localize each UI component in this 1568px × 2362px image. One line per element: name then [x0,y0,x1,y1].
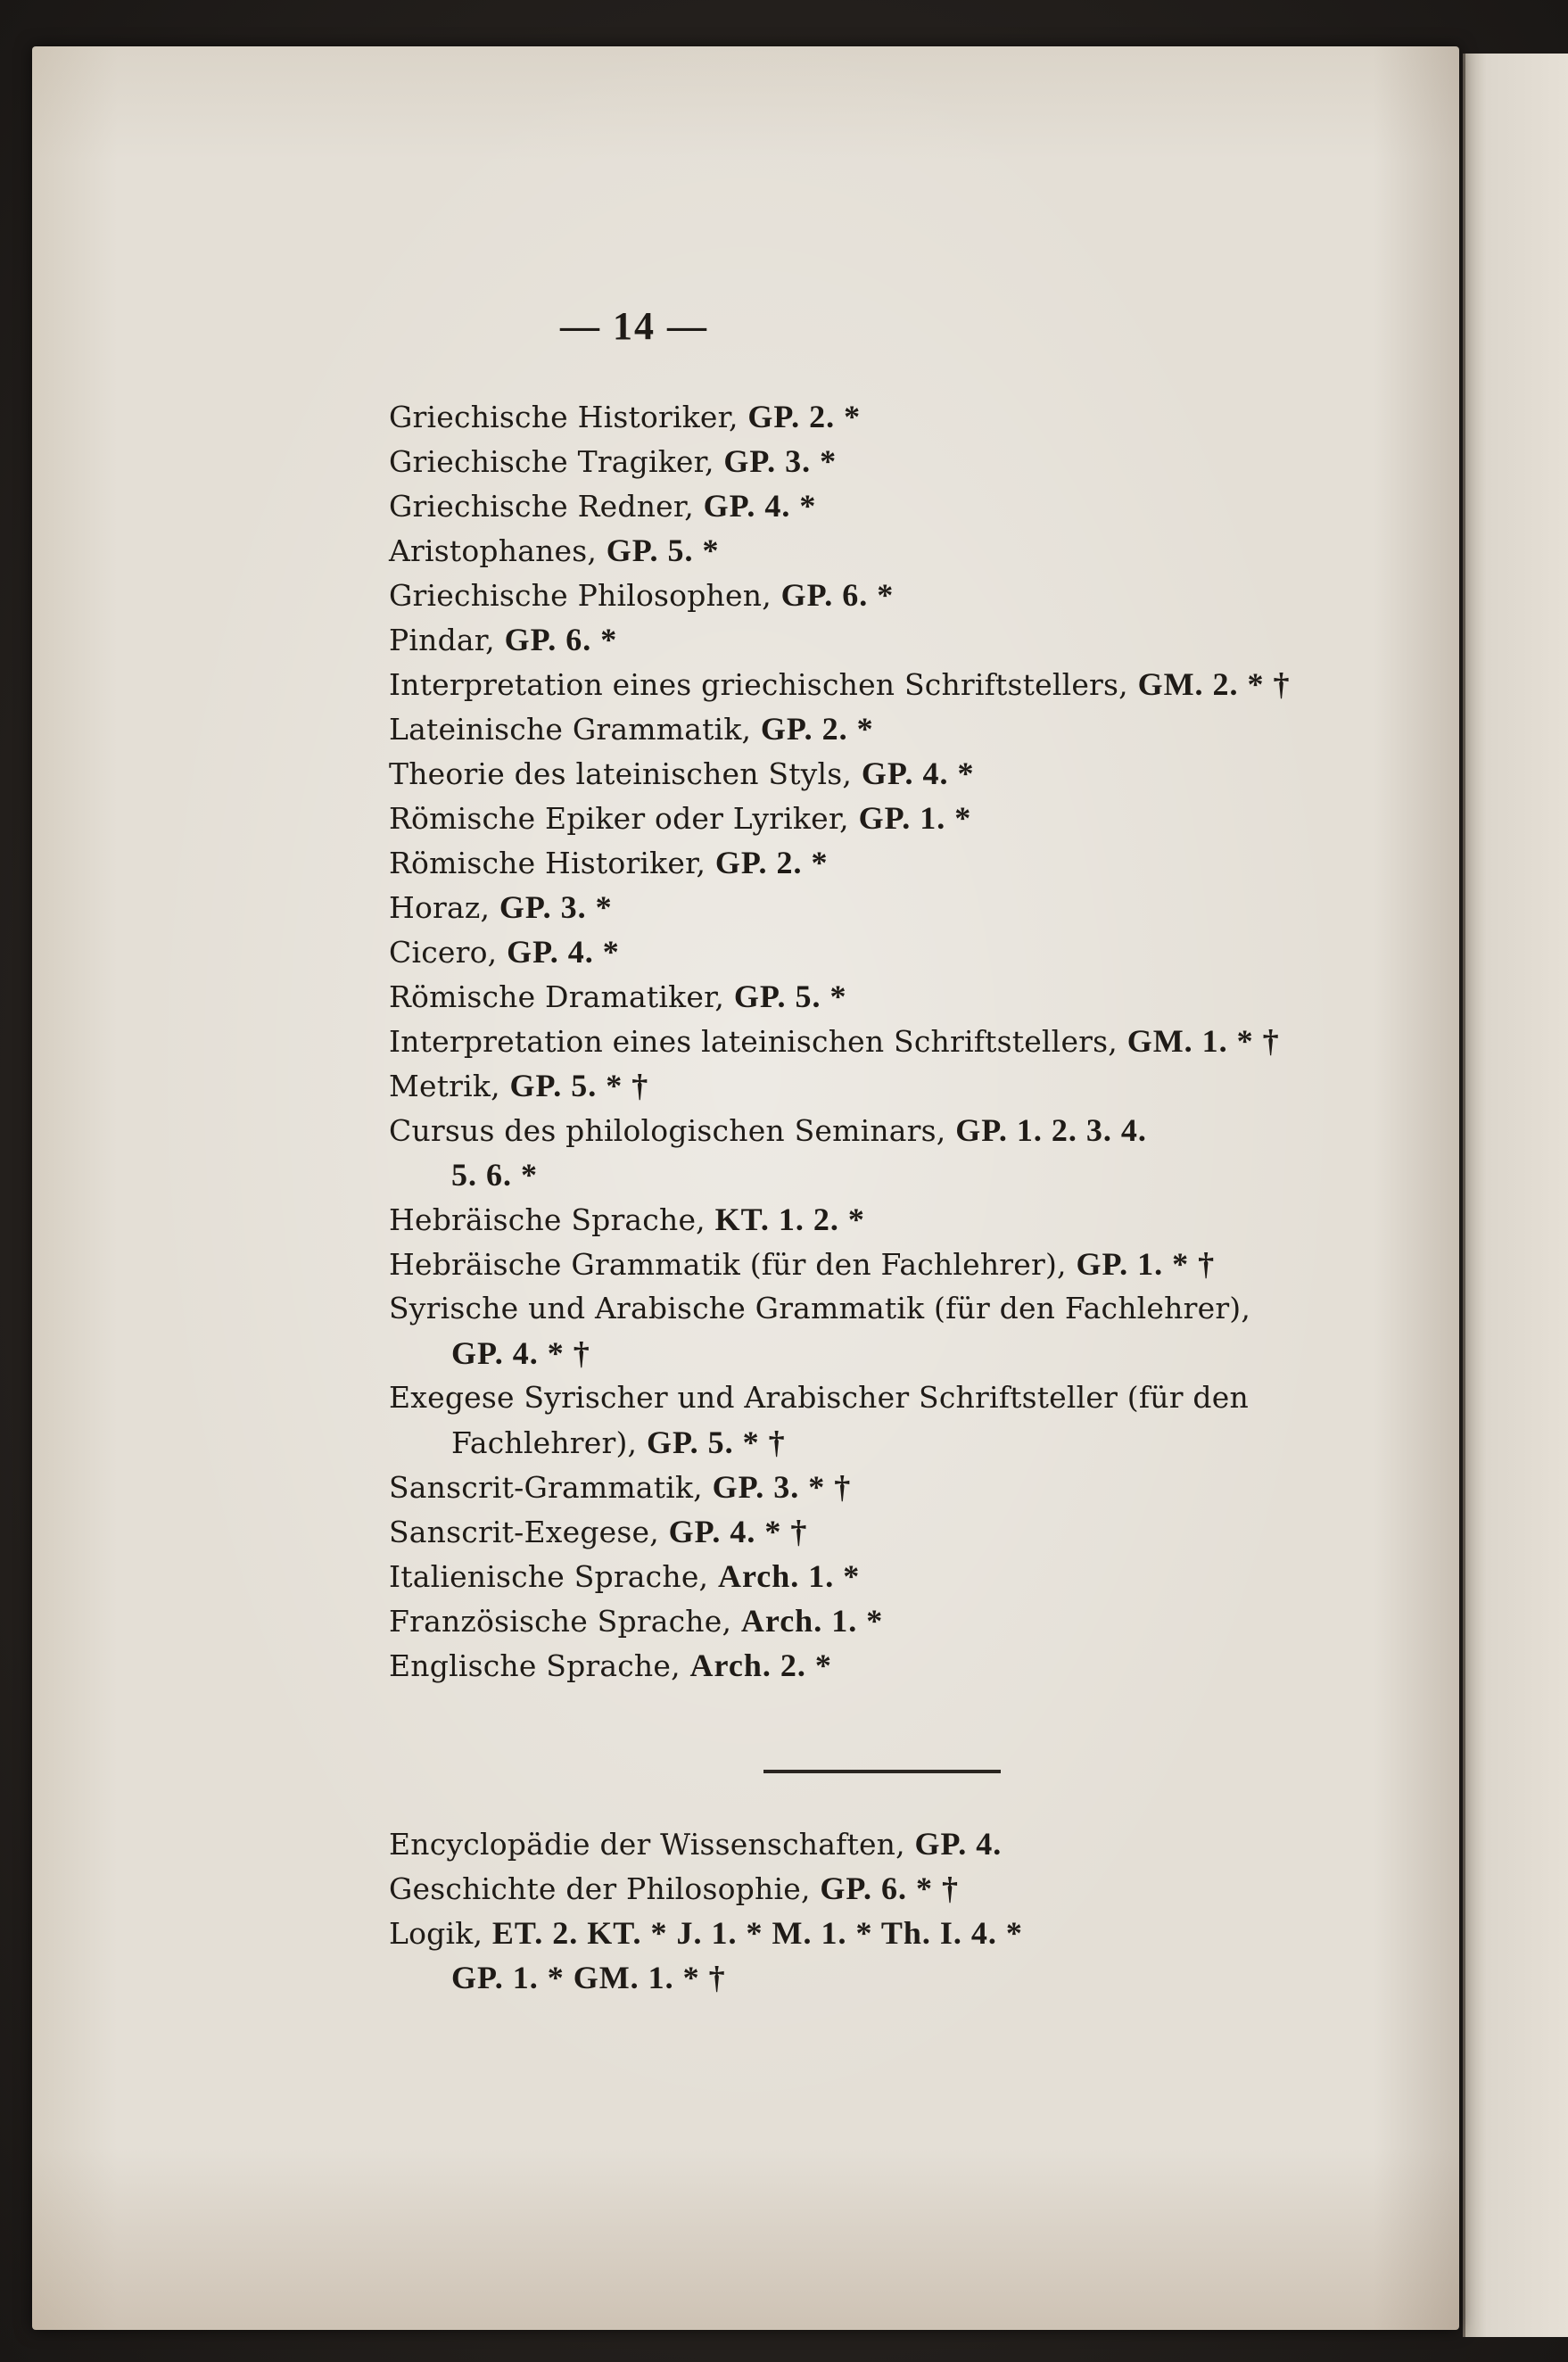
list-item: Englische Sprache, Arch. 2. * [389,1648,832,1683]
list-item: Lateinische Grammatik, GP. 2. * [389,711,874,747]
list-item: Römische Dramatiker, GP. 5. * [389,979,847,1014]
list-item: Horaz, GP. 3. * [389,889,613,925]
list-item: Italienische Sprache, Arch. 1. * [389,1558,861,1594]
list-item: Pindar, GP. 6. * [389,622,618,657]
list-item: Syrische und Arabische Grammatik (für den Fachlehrer), [389,1291,1251,1326]
list-item: Interpretation eines lateinischen Schriftstellers, GM. 1. * † [389,1023,1280,1059]
list-item: Römische Epiker oder Lyriker, GP. 1. * [389,800,972,836]
list-item: Theorie des lateinischen Styls, GP. 4. * [389,756,975,791]
list-item: Römische Historiker, GP. 2. * [389,845,829,880]
list-item: Französische Sprache, Arch. 1. * [389,1603,884,1639]
list-item: Griechische Redner, GP. 4. * [389,488,817,524]
list-item: Logik, ET. 2. KT. * J. 1. * M. 1. * Th. I. 4. * [389,1915,1023,1951]
list-item: Interpretation eines griechischen Schriftstellers, GM. 2. * † [389,666,1291,702]
list-item: Encyclopädie der Wissenschaften, GP. 4. [389,1826,1003,1862]
list-item: Metrik, GP. 5. * † [389,1068,649,1103]
list-item: Griechische Tragiker, GP. 3. * [389,443,838,479]
book-page [32,46,1459,2330]
list-item-continuation: GP. 4. * † [451,1335,590,1371]
list-item: Sanscrit-Grammatik, GP. 3. * † [389,1469,852,1505]
list-item-continuation: GP. 1. * GM. 1. * † [451,1960,726,1995]
facing-page-edge [1463,54,1568,2337]
list-item: Aristophanes, GP. 5. * [389,533,720,568]
list-item: Hebräische Sprache, KT. 1. 2. * [389,1202,865,1237]
list-item: Cicero, GP. 4. * [389,934,620,970]
list-item: Griechische Historiker, GP. 2. * [389,399,862,434]
list-item: Griechische Philosophen, GP. 6. * [389,577,895,613]
list-item: Exegese Syrischer und Arabischer Schriftsteller (für den [389,1380,1249,1415]
list-item-continuation: 5. 6. * [451,1157,538,1193]
list-item: Geschichte der Philosophie, GP. 6. * † [389,1871,960,1906]
list-item: Cursus des philologischen Seminars, GP. 1. 2. 3. 4. [389,1112,1147,1148]
list-item: Hebräische Grammatik (für den Fachlehrer), GP. 1. * † [389,1246,1216,1282]
section-divider [763,1770,1001,1773]
list-item-continuation: Fachlehrer), GP. 5. * † [451,1425,786,1460]
page-number: — 14 — [560,304,708,348]
list-item: Sanscrit-Exegese, GP. 4. * † [389,1514,808,1549]
